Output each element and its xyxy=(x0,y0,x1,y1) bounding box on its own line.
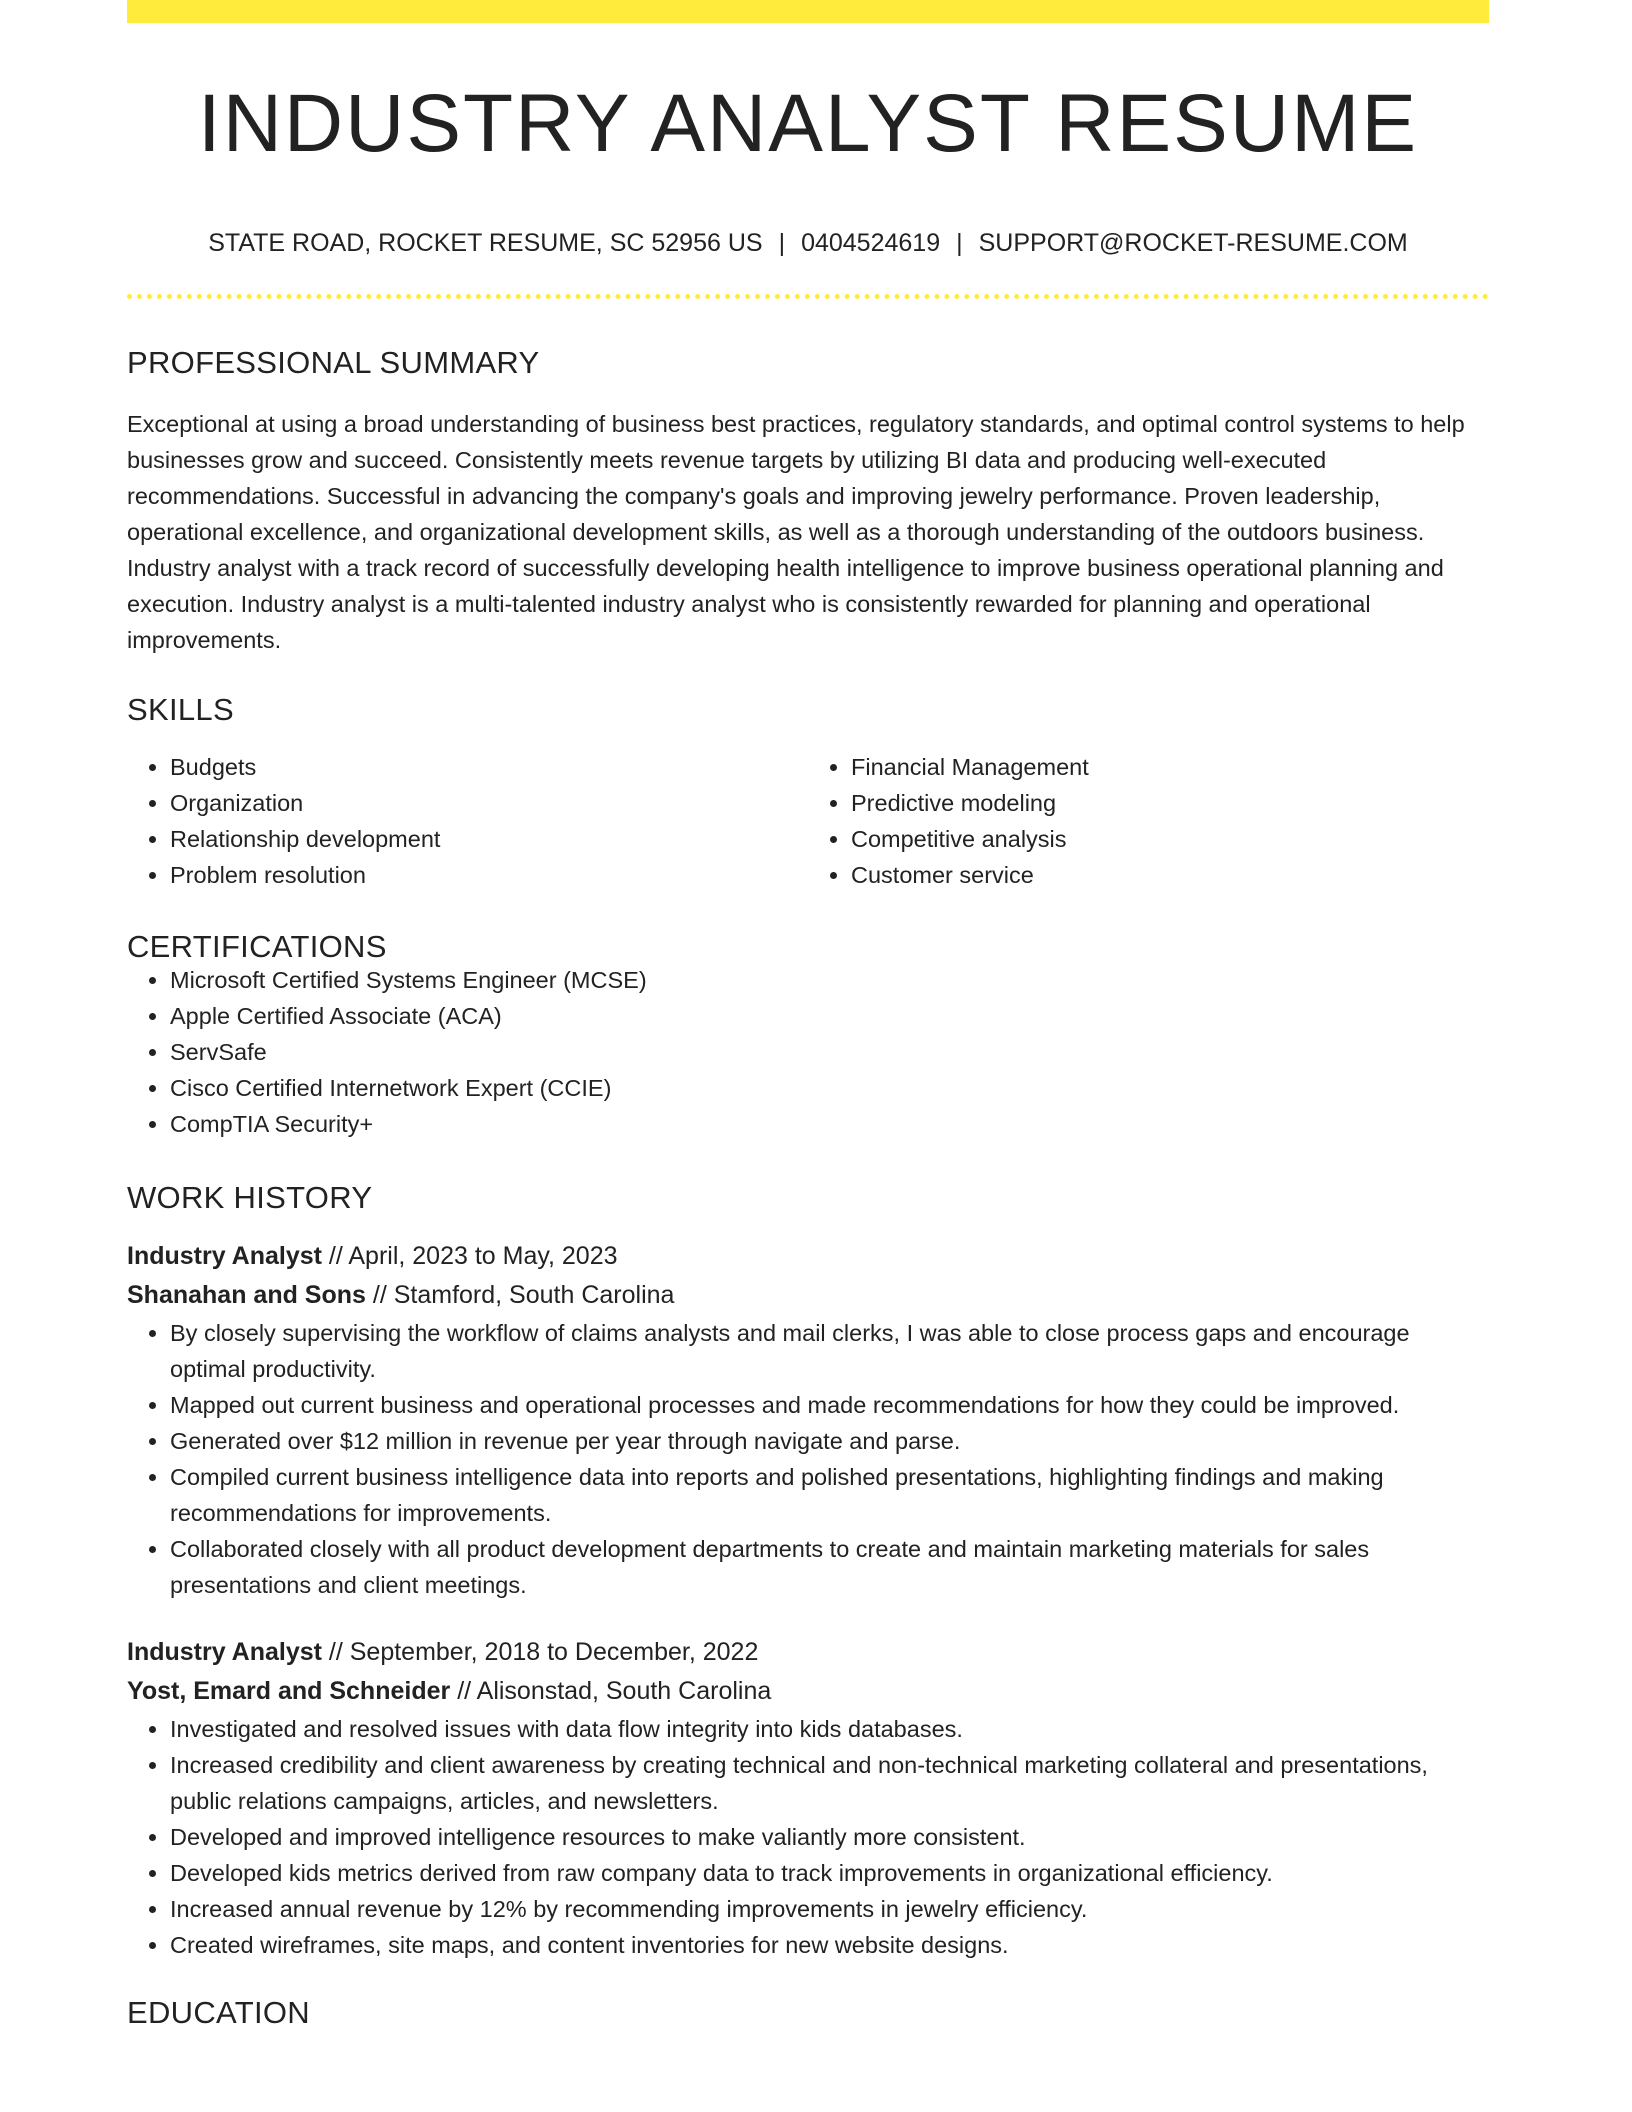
accent-top-bar xyxy=(127,0,1489,23)
list-item: • Investigated and resolved issues with data flow integrity into kids databases. xyxy=(170,1711,1489,1747)
job-bullets xyxy=(127,1711,1489,1963)
job-title: Industry Analyst xyxy=(127,1638,322,1666)
list-item: • CompTIA Security+ xyxy=(170,1106,1489,1142)
job-company: Shanahan and Sons xyxy=(127,1281,366,1309)
contact-address: STATE ROAD, ROCKET RESUME, SC 52956 US xyxy=(208,229,763,257)
list-item: • Developed and improved intelligence resources to make valiantly more consistent. xyxy=(170,1819,1489,1855)
job-company-line xyxy=(127,1672,1489,1711)
list-item: • Created wireframes, site maps, and content inventories for new website designs. xyxy=(170,1927,1489,1963)
list-item: • Increased annual revenue by 12% by recommending improvements in jewelry efficiency. xyxy=(170,1891,1489,1927)
list-item: • Mapped out current business and operational processes and made recommendations for how they could be improved. xyxy=(170,1387,1489,1423)
skills-columns xyxy=(127,749,1489,893)
list-item: • Apple Certified Associate (ACA) xyxy=(170,998,1489,1034)
list-item: • Collaborated closely with all product development departments to create and maintain marketing materials for sales presentations and client meetings. xyxy=(170,1531,1489,1603)
list-item: • Increased credibility and client awareness by creating technical and non-technical marketing collateral and presentations, public relations campaigns, articles, and newsletters. xyxy=(170,1747,1489,1819)
list-item: • Predictive modeling xyxy=(851,785,1489,821)
job-location: // Stamford, South Carolina xyxy=(372,1281,675,1309)
job-bullets xyxy=(127,1315,1489,1603)
contact-line xyxy=(127,231,1489,256)
education-heading: EDUCATION xyxy=(127,1995,310,2030)
job-entry xyxy=(127,1633,1489,1963)
job-entry xyxy=(127,1237,1489,1603)
job-dates: // September, 2018 to December, 2022 xyxy=(328,1638,759,1666)
list-item: • ServSafe xyxy=(170,1034,1489,1070)
contact-separator: | xyxy=(778,229,786,257)
job-title-line xyxy=(127,1633,1489,1672)
skills-list-right xyxy=(808,749,1489,893)
resume-title: INDUSTRY ANALYST RESUME xyxy=(197,78,1419,169)
job-company-line xyxy=(127,1276,1489,1315)
list-item: • Cisco Certified Internetwork Expert (CCIE) xyxy=(170,1070,1489,1106)
resume-page xyxy=(127,0,1489,2028)
certifications-heading: CERTIFICATIONS xyxy=(127,929,387,964)
skills-list-left xyxy=(127,749,808,893)
skills-heading: SKILLS xyxy=(127,692,234,727)
contact-separator: | xyxy=(956,229,963,257)
list-item: • Generated over $12 million in revenue per year through navigate and parse. xyxy=(170,1423,1489,1459)
list-item: • Compiled current business intelligence data into reports and polished presentations, highlighting findings and making recommendations for improvements. xyxy=(170,1459,1489,1531)
job-title-line xyxy=(127,1237,1489,1276)
dotted-divider xyxy=(127,294,1489,299)
list-item: • Developed kids metrics derived from raw company data to track improvements in organizational efficiency. xyxy=(170,1855,1489,1891)
job-dates: // April, 2023 to May, 2023 xyxy=(328,1242,618,1270)
certifications-list xyxy=(127,962,1489,1142)
job-title: Industry Analyst xyxy=(127,1242,322,1270)
job-company: Yost, Emard and Schneider xyxy=(127,1677,451,1705)
list-item: • By closely supervising the workflow of claims analysts and mail clerks, I was able to close process gaps and encourage optimal productivity. xyxy=(170,1315,1489,1387)
work-history-heading: WORK HISTORY xyxy=(127,1180,373,1215)
contact-email: SUPPORT@ROCKET-RESUME.COM xyxy=(978,229,1408,257)
list-item: • Financial Management xyxy=(851,749,1489,785)
summary-heading: PROFESSIONAL SUMMARY xyxy=(127,345,540,380)
list-item: • Competitive analysis xyxy=(851,821,1489,857)
summary-text: Exceptional at using a broad understanding of business best practices, regulatory standards, and optimal control systems to help businesses grow and succeed. Consistently meets revenue targets by utilizing BI data and producing well-executed recommendations. Successful in advancing the company's goals and improving jewelry performance. Proven leadership, operational excellence, and organizational development skills, as well as a thorough understanding of the outdoors business. Industry analyst with a track record of successfully developing health intelligence to improve business operational planning and execution. Industry analyst is a multi-talented industry analyst who is consistently rewarded for planning and operational improvements. xyxy=(127,411,1465,653)
list-item: • Relationship development xyxy=(170,821,808,857)
list-item: • Customer service xyxy=(851,857,1489,893)
job-location: // Alisonstad, South Carolina xyxy=(457,1677,772,1705)
contact-phone: 0404524619 xyxy=(801,229,941,257)
list-item: • Budgets xyxy=(170,749,808,785)
list-item: • Organization xyxy=(170,785,808,821)
list-item: • Microsoft Certified Systems Engineer (MCSE) xyxy=(170,962,1489,998)
list-item: • Problem resolution xyxy=(170,857,808,893)
